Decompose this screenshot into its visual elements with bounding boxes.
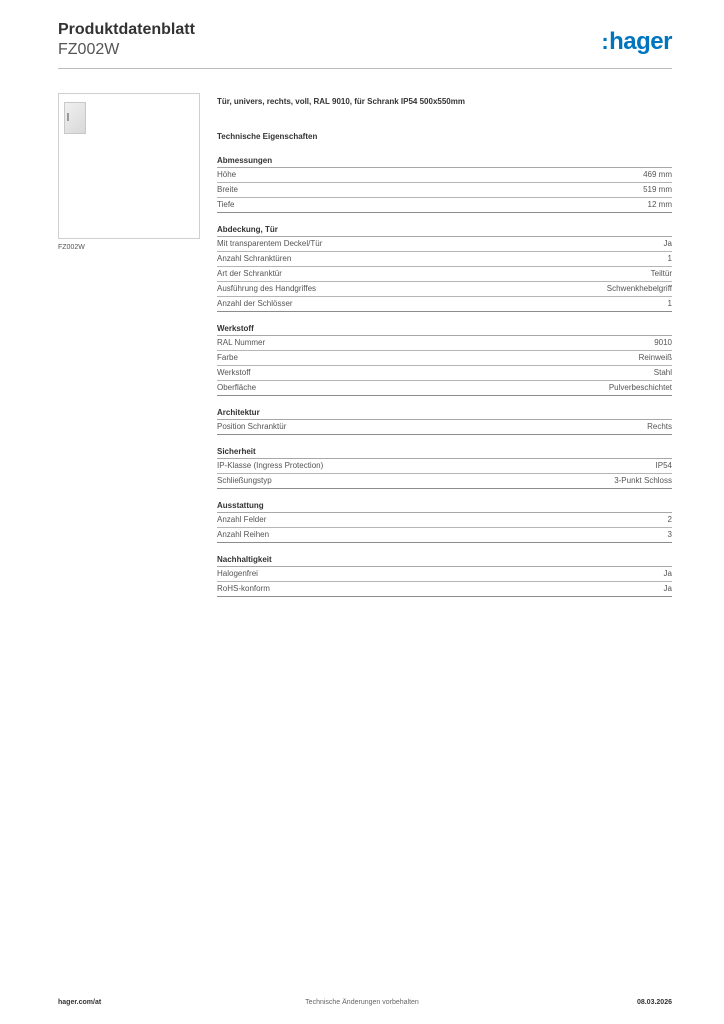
property-label: Werkstoff	[217, 368, 251, 377]
property-value: Teiltür	[650, 269, 672, 278]
property-value: Reinweiß	[638, 353, 672, 362]
property-label: Anzahl Schranktüren	[217, 254, 292, 263]
property-label: Ausführung des Handgriffes	[217, 284, 317, 293]
property-row	[217, 198, 672, 213]
property-section	[217, 224, 672, 312]
property-section	[217, 554, 672, 597]
product-title: Tür, univers, rechts, voll, RAL 9010, für Schrank IP54 500x550mm	[217, 97, 465, 106]
section-heading: Abdeckung, Tür	[217, 224, 672, 237]
property-section	[217, 407, 672, 435]
property-value: 3-Punkt Schloss	[614, 476, 672, 485]
properties-sections	[217, 155, 672, 597]
page-header	[58, 20, 672, 68]
property-value: 1	[667, 254, 672, 263]
property-value: 12 mm	[647, 200, 672, 209]
property-label: Höhe	[217, 170, 237, 179]
property-value: 519 mm	[643, 185, 672, 194]
section-heading: Nachhaltigkeit	[217, 554, 672, 567]
property-row	[217, 183, 672, 198]
property-section	[217, 155, 672, 213]
section-heading: Sicherheit	[217, 446, 672, 459]
property-label: Schließungstyp	[217, 476, 272, 485]
property-row	[217, 366, 672, 381]
section-heading: Abmessungen	[217, 155, 672, 168]
property-value: 3	[667, 530, 672, 539]
property-label: Position Schranktür	[217, 422, 287, 431]
property-value: Pulverbeschichtet	[608, 383, 672, 392]
property-value: 1	[667, 299, 672, 308]
property-label: Halogenfrei	[217, 569, 258, 578]
property-row	[217, 237, 672, 252]
property-label: Anzahl der Schlösser	[217, 299, 293, 308]
property-value: Rechts	[647, 422, 672, 431]
property-section	[217, 446, 672, 489]
product-code: FZ002W	[58, 41, 120, 58]
tech-properties-heading: Technische Eigenschaften	[217, 132, 318, 141]
property-label: Mit transparentem Deckel/Tür	[217, 239, 323, 248]
property-label: RAL Nummer	[217, 338, 266, 347]
property-row	[217, 420, 672, 435]
property-value: 9010	[654, 338, 672, 347]
property-label: Anzahl Reihen	[217, 530, 270, 539]
property-row	[217, 267, 672, 282]
property-row	[217, 381, 672, 396]
header-divider	[58, 68, 672, 69]
hager-logo[interactable]	[601, 28, 672, 56]
property-label: Anzahl Felder	[217, 515, 267, 524]
property-row	[217, 297, 672, 312]
property-label: Farbe	[217, 353, 238, 362]
property-row	[217, 567, 672, 582]
logo-text: hager	[609, 28, 672, 55]
section-heading: Ausstattung	[217, 500, 672, 513]
property-row	[217, 252, 672, 267]
document-title: Produktdatenblatt	[58, 21, 195, 38]
section-heading: Architektur	[217, 407, 672, 420]
property-value: Ja	[663, 569, 672, 578]
logo-colon-icon: :	[601, 29, 609, 54]
property-value: Schwenkhebelgriff	[606, 284, 672, 293]
property-row	[217, 336, 672, 351]
property-row	[217, 351, 672, 366]
property-label: Breite	[217, 185, 238, 194]
property-value: Ja	[663, 239, 672, 248]
property-label: Oberfläche	[217, 383, 257, 392]
product-details	[217, 95, 672, 597]
property-value: Ja	[663, 584, 672, 593]
property-row	[217, 528, 672, 543]
footer-disclaimer: Technische Änderungen vorbehalten	[305, 999, 419, 1006]
footer-date: 08.03.2026	[636, 999, 672, 1006]
property-row	[217, 474, 672, 489]
property-row	[217, 459, 672, 474]
property-value: 2	[667, 515, 672, 524]
property-value: IP54	[655, 461, 672, 470]
property-row	[217, 582, 672, 597]
property-section	[217, 500, 672, 543]
product-image	[58, 93, 200, 239]
property-label: RoHS-konform	[217, 584, 270, 593]
property-label: IP-Klasse (Ingress Protection)	[217, 461, 324, 470]
property-section	[217, 323, 672, 396]
property-label: Tiefe	[217, 200, 235, 209]
property-row	[217, 168, 672, 183]
product-image-caption: FZ002W	[58, 244, 85, 251]
section-heading: Werkstoff	[217, 323, 672, 336]
property-value: Stahl	[653, 368, 672, 377]
door-thumbnail-icon	[64, 102, 86, 134]
door-handle-icon	[67, 113, 69, 121]
property-row	[217, 282, 672, 297]
footer-website-link[interactable]: hager.com/at	[58, 999, 102, 1006]
property-row	[217, 513, 672, 528]
property-value: 469 mm	[643, 170, 672, 179]
property-label: Art der Schranktür	[217, 269, 282, 278]
